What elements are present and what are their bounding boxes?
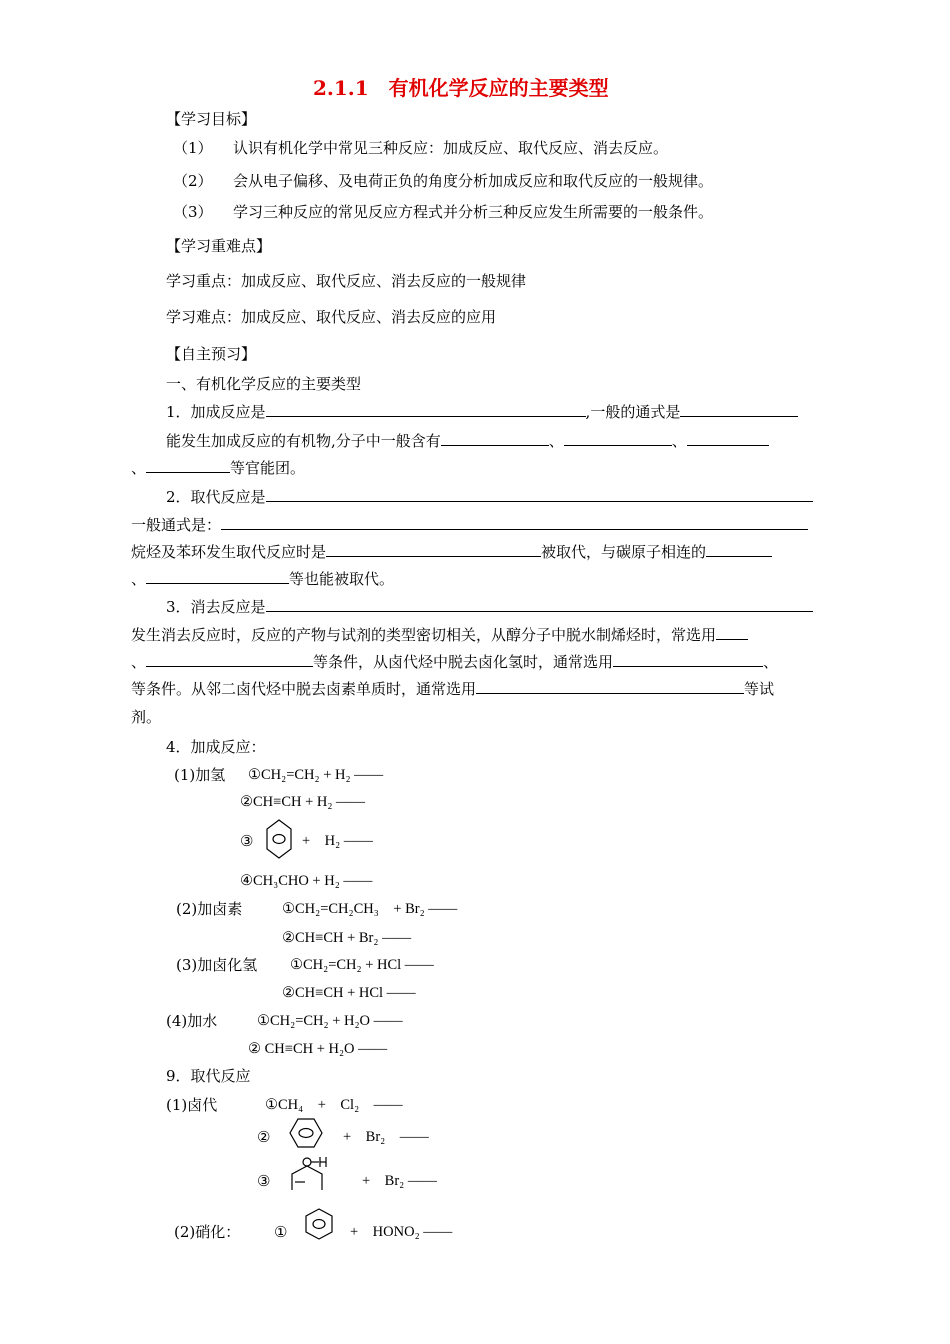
q1-ending: 等官能团。 [230, 459, 306, 477]
q2-carbon-text: 被取代，与碳原子相连的 [541, 543, 707, 561]
q1-blank-general-formula[interactable] [680, 401, 798, 417]
benzene-ring-icon [305, 1208, 333, 1240]
q3-ending-1: 等试 [744, 680, 775, 698]
q3-dihalide-text: 等条件。从邻二卤代烃中脱去卤素单质时，通常选用 [131, 680, 477, 698]
section-1-heading: 一、有机化学反应的主要类型 [166, 375, 362, 393]
q3-line-2 [131, 624, 748, 646]
hydrohalogenation-eq-2: ②CH≡CH + HCl —— [282, 985, 416, 1001]
halo-substitution-eq-3-number: ③ [257, 1172, 271, 1190]
halogenation-eq-1: ①CH₂=CH₂CH₃ + Br₂ —— [282, 901, 458, 917]
q3-blank-reagent-2[interactable] [146, 651, 313, 667]
q3-blank-reagent-4[interactable] [476, 678, 744, 694]
goal-2-text: 会从电子偏移、及电荷正负的角度分析加成反应和取代反应的一般规律。 [233, 172, 714, 190]
keypoints-heading: 【学习重难点】 [166, 237, 272, 255]
q3-separator-2: 、 [763, 653, 779, 671]
q1-blank-definition[interactable] [266, 401, 586, 417]
hydrogenation-label: (1)加氢 [174, 766, 226, 784]
q3-line-1 [166, 596, 813, 618]
goal-1-text: 认识有机化学中常见三种反应：加成反应、取代反应、消去反应。 [233, 139, 669, 157]
hydration-label: (4)加水 [166, 1012, 218, 1030]
goal-2-number: （2） [173, 172, 213, 190]
q1-line-2 [166, 430, 769, 452]
q1-blank-group-3[interactable] [687, 430, 769, 446]
q1-blank-group-1[interactable] [441, 430, 549, 446]
halo-substitution-eq-3: + Br₂ —— [362, 1173, 437, 1189]
q1-blank-group-4[interactable] [146, 457, 230, 473]
q3-condition-text: 发生消去反应时，反应的产物与试剂的类型密切相关，从醇分子中脱水制烯烃时，常选用 [131, 626, 717, 644]
q2-blank-general-formula[interactable] [221, 514, 808, 530]
q1-functional-groups-label: 能发生加成反应的有机物,分子中一般含有 [166, 432, 441, 450]
difficulty-text: 学习难点：加成反应、取代反应、消去反应的应用 [166, 308, 497, 326]
q1-general-formula-label: ,一般的通式是 [585, 403, 681, 421]
hydration-eq-1: ①CH₂=CH₂ + H₂O —— [257, 1013, 403, 1029]
q3-line-5: 剂。 [131, 708, 162, 726]
phenol-ring-icon [289, 1156, 333, 1196]
focus-text: 学习重点：加成反应、取代反应、消去反应的一般规律 [166, 272, 527, 290]
halo-substitution-eq-2: + Br₂ —— [343, 1129, 429, 1145]
q3-blank-definition[interactable] [266, 596, 813, 612]
halo-substitution-eq-2-number: ② [257, 1128, 271, 1146]
substitution-heading: 9．取代反应 [166, 1067, 251, 1085]
page-title: 2.1.1 有机化学反应的主要类型 [313, 76, 609, 100]
hydrohalogenation-label: (3)加卤化氢 [176, 956, 258, 974]
hydrogenation-eq-4: ④CH₃CHO + H₂ —— [240, 873, 373, 889]
hydrogenation-eq-1: ①CH₂=CH₂ + H₂ —— [248, 767, 384, 783]
q3-haloalkane-text: 等条件，从卤代烃中脱去卤化氢时，通常选用 [313, 653, 614, 671]
q2-general-formula-label: 一般通式是： [131, 516, 222, 534]
nitration-label: (2)硝化： [174, 1223, 241, 1241]
halo-substitution-eq-1: ①CH₄ + Cl₂ —— [265, 1097, 403, 1113]
goal-3-number: （3） [173, 203, 213, 221]
nitration-eq-1: + HONO₂ —— [350, 1224, 453, 1240]
hydrogenation-eq-3: + H₂ —— [302, 833, 373, 849]
q1-separator-2: 、 [671, 432, 687, 450]
halo-substitution-label: (1)卤代 [166, 1096, 218, 1114]
hydration-eq-2: ② CH≡CH + H₂O —— [248, 1041, 388, 1057]
q3-line-3 [131, 651, 778, 673]
q2-line-3 [131, 541, 772, 563]
q1-separator-1: 、 [548, 432, 564, 450]
q2-line-2 [131, 514, 808, 536]
q2-prompt: 2．取代反应是 [166, 488, 266, 506]
q3-prompt: 3．消去反应是 [166, 598, 266, 616]
goals-heading: 【学习目标】 [166, 110, 257, 128]
q2-blank-group-1[interactable] [706, 541, 772, 557]
benzene-ring-icon [289, 1118, 323, 1148]
nitration-eq-1-number: ① [274, 1223, 288, 1241]
q2-blank-substituted-atom[interactable] [326, 541, 541, 557]
q1-separator-3: 、 [131, 459, 147, 477]
hydrogenation-eq-2: ②CH≡CH + H₂ —— [240, 794, 366, 810]
q2-line-4 [131, 568, 394, 590]
q1-prompt: 1．加成反应是 [166, 403, 266, 421]
halogenation-eq-2: ②CH≡CH + Br₂ —— [282, 930, 412, 946]
hydrohalogenation-eq-1: ①CH₂=CH₂ + HCl —— [290, 957, 434, 973]
q1-line-3 [131, 457, 305, 479]
q3-separator-1: 、 [131, 653, 147, 671]
hydrogenation-eq-3-number: ③ [240, 832, 254, 850]
q3-blank-reagent-1[interactable] [716, 624, 748, 640]
q2-blank-group-2[interactable] [146, 568, 289, 584]
goal-1-number: （1） [173, 139, 213, 157]
halogenation-label: (2)加卤素 [176, 900, 243, 918]
q2-line-1 [166, 486, 813, 508]
q2-alkane-text: 烷烃及苯环发生取代反应时是 [131, 543, 327, 561]
goal-3-text: 学习三种反应的常见反应方程式并分析三种反应发生所需要的一般条件。 [233, 203, 714, 221]
q2-ending: 等也能被取代。 [289, 570, 395, 588]
q2-separator: 、 [131, 570, 147, 588]
q2-blank-definition[interactable] [266, 486, 813, 502]
addition-heading: 4．加成反应： [166, 738, 266, 756]
q3-line-4 [131, 678, 774, 700]
preview-heading: 【自主预习】 [166, 345, 257, 363]
q3-blank-reagent-3[interactable] [613, 651, 763, 667]
benzene-ring-icon [266, 819, 292, 859]
q1-blank-group-2[interactable] [564, 430, 672, 446]
q1-line-1 [166, 401, 798, 423]
